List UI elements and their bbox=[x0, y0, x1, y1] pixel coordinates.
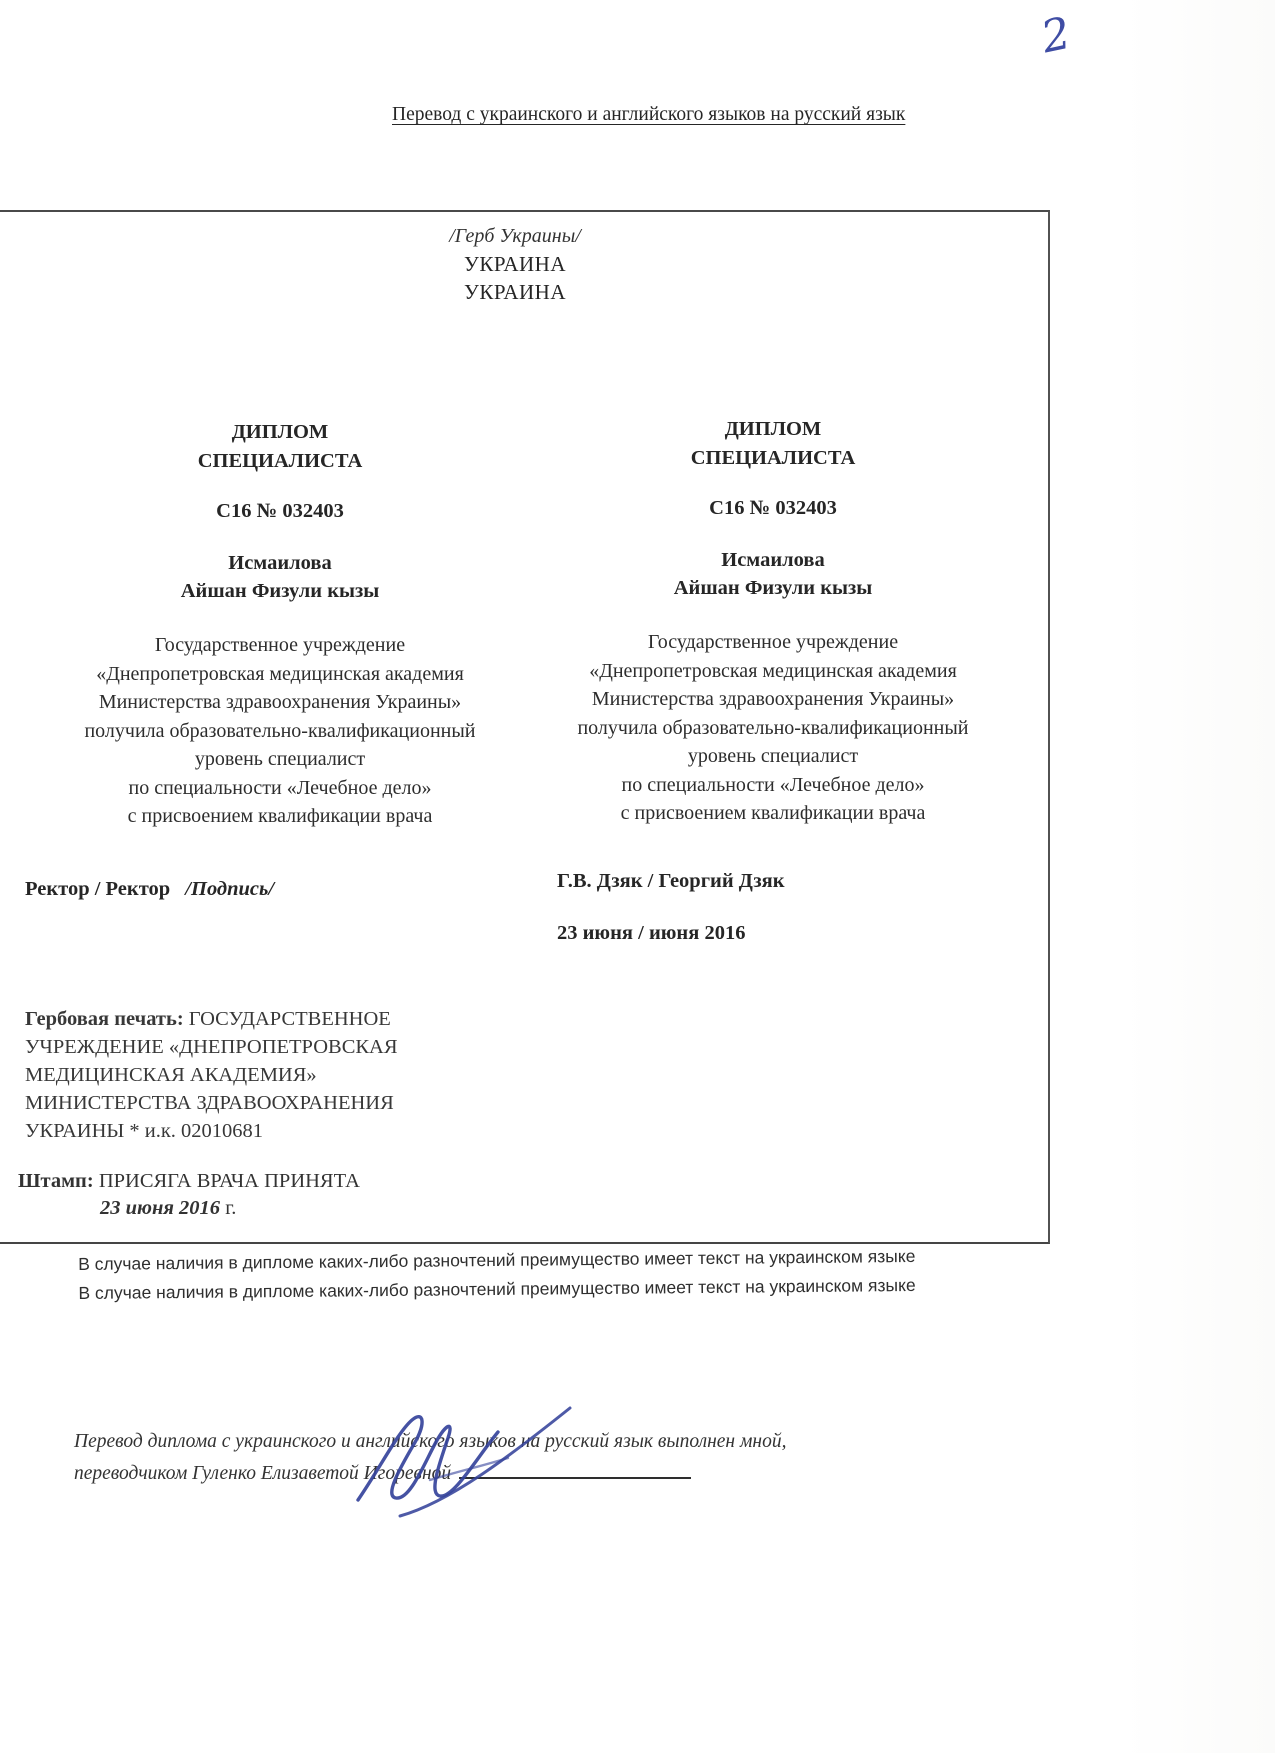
stamp-block bbox=[18, 1168, 360, 1222]
translator-note-line-1: Перевод диплома с украинского и английского языков на русский язык выполнен мной, bbox=[74, 1431, 787, 1452]
seal-text: ГОСУДАРСТВЕННОЕ bbox=[188, 1008, 391, 1030]
diploma-body-line: Государственное учреждение bbox=[647, 631, 899, 653]
diploma-title-line-1: ДИПЛОМ bbox=[724, 418, 822, 440]
diploma-box-head bbox=[0, 222, 1030, 306]
disclaimer-line-2: В случае наличия в дипломе каких-либо разночтений преимущество имеет текст на украинском языке bbox=[78, 1274, 916, 1303]
seal-line: УКРАИНЫ * и.к. 02010681 bbox=[25, 1120, 264, 1142]
emblem-note: /Герб Украины/ bbox=[449, 225, 581, 247]
rector-name-line: Г.В. Дзяк / Георгий Дзяк bbox=[557, 870, 785, 892]
diploma-title-line-1: ДИПЛОМ bbox=[231, 421, 329, 443]
holder-name-line-2: Айшан Физули кызы bbox=[673, 577, 873, 599]
diploma-title-line-2: СПЕЦИАЛИСТА bbox=[690, 447, 856, 469]
diploma-body-line: Министерства здравоохранения Украины» bbox=[591, 688, 955, 710]
diploma-body-line: с присвоением квалификации врача bbox=[127, 805, 433, 827]
stamp-date: 23 июня 2016 bbox=[100, 1197, 221, 1219]
seal-line: МЕДИЦИНСКАЯ АКАДЕМИЯ» bbox=[25, 1064, 317, 1086]
handwritten-page-number: 2 bbox=[1037, 7, 1075, 64]
rector-signature-line bbox=[25, 878, 274, 901]
holder-name-line-1: Исмаилова bbox=[228, 552, 332, 574]
diploma-body-line: «Днепропетровская медицинская академия bbox=[589, 659, 957, 682]
holder-name bbox=[40, 549, 520, 605]
stamp-date-suffix: г. bbox=[225, 1197, 237, 1219]
country-line-2: УКРАИНА bbox=[463, 280, 567, 304]
diploma-body-line: Министерства здравоохранения Украины» bbox=[98, 691, 462, 713]
stamp-date-line bbox=[100, 1195, 360, 1222]
diploma-body-line: уровень специалист bbox=[194, 748, 366, 770]
diploma-column-left bbox=[40, 418, 520, 831]
diploma-body-line: уровень специалист bbox=[687, 745, 859, 767]
signature-note: /Подпись/ bbox=[185, 878, 275, 900]
diploma-body-line: «Днепропетровская медицинская академия bbox=[96, 662, 464, 685]
seal-line: МИНИСТЕРСТВА ЗДРАВООХРАНЕНИЯ bbox=[25, 1092, 394, 1114]
issue-date-line: 23 июня / июня 2016 bbox=[557, 922, 746, 944]
diploma-body-line: получила образовательно-квалификационный bbox=[84, 719, 476, 742]
diploma-body-line: по специальности «Лечебное дело» bbox=[621, 773, 925, 796]
holder-name-line-2: Айшан Физули кызы bbox=[180, 580, 380, 602]
diploma-body bbox=[533, 628, 1013, 828]
diploma-title bbox=[40, 418, 520, 476]
diploma-body-line: с присвоением квалификации врача bbox=[620, 802, 926, 824]
diploma-serial-number: С16 № 032403 bbox=[709, 497, 837, 519]
seal-block bbox=[25, 1005, 398, 1145]
diploma-column-right bbox=[533, 415, 1013, 828]
translator-note-text: переводчиком Гуленко Елизаветой Игоревной bbox=[74, 1463, 452, 1484]
seal-line: УЧРЕЖДЕНИЕ «ДНЕПРОПЕТРОВСКАЯ bbox=[25, 1036, 398, 1058]
seal-label: Гербовая печать: bbox=[25, 1008, 184, 1030]
disclaimer-block bbox=[78, 1242, 916, 1307]
disclaimer-line-1: В случае наличия в дипломе каких-либо разночтений преимущество имеет текст на украинском языке bbox=[78, 1245, 916, 1274]
diploma-body-line: по специальности «Лечебное дело» bbox=[128, 776, 432, 799]
diploma-body-line: Государственное учреждение bbox=[154, 634, 406, 656]
diploma-title-line-2: СПЕЦИАЛИСТА bbox=[197, 450, 363, 472]
signature-scribble-icon bbox=[340, 1398, 584, 1530]
translation-header: Перевод с украинского и английского языков на русский язык bbox=[392, 104, 906, 125]
holder-name-line-1: Исмаилова bbox=[721, 549, 825, 571]
rector-label: Ректор / Ректор bbox=[25, 878, 171, 900]
diploma-box bbox=[0, 210, 1050, 1244]
stamp-line bbox=[18, 1168, 360, 1195]
diploma-serial-number: С16 № 032403 bbox=[216, 500, 344, 522]
stamp-text: ПРИСЯГА ВРАЧА ПРИНЯТА bbox=[98, 1170, 360, 1192]
diploma-body-line: получила образовательно-квалификационный bbox=[577, 716, 969, 739]
country-line-1: УКРАИНА bbox=[463, 252, 567, 276]
diploma-title bbox=[533, 415, 1013, 473]
holder-name bbox=[533, 546, 1013, 602]
diploma-body bbox=[40, 631, 520, 831]
seal-line bbox=[25, 1005, 398, 1033]
stamp-label: Штамп: bbox=[18, 1170, 94, 1192]
